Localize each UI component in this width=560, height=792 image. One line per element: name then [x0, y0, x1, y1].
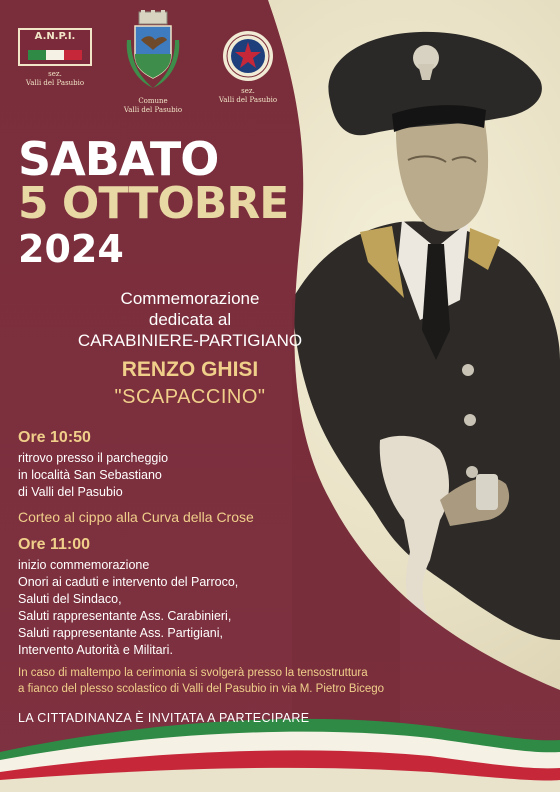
event-year: 2024: [18, 227, 124, 271]
bad-weather-note: [18, 665, 384, 697]
comune-caption-line-2: Valli del Pasubio: [123, 106, 183, 114]
note-line-1: In caso di maltempo la cerimonia si svolgerà presso la tensostruttura: [18, 667, 368, 679]
procession-note: Corteo al cippo alla Curva della Crose: [18, 509, 254, 525]
honoree-nickname: "SCAPACCINO": [114, 386, 266, 408]
schedule-2-line-3: Saluti del Sindaco,: [18, 592, 122, 606]
carabinieri-association-logo: [206, 28, 290, 105]
anpi-emblem: [18, 28, 92, 66]
schedule-1-line-1: ritrovo presso il parcheggio: [18, 451, 169, 465]
event-date: 5 OTTOBRE: [18, 178, 289, 229]
invitation-closing: LA CITTADINANZA È INVITATA A PARTECIPARE: [18, 711, 310, 725]
coat-of-arms-icon: [121, 10, 185, 94]
schedule-2-line-5: Saluti rappresentante Ass. Partigiani,: [18, 626, 223, 640]
anpi-emblem-text: A.N.P.I.: [34, 31, 76, 42]
comune-caption-line-1: Comune: [138, 97, 168, 105]
schedule-2-line-4: Saluti rappresentante Ass. Carabinieri,: [18, 609, 232, 623]
carabinieri-badge-icon: [220, 28, 276, 84]
carabinieri-caption-line-1: sez.: [241, 87, 255, 95]
anpi-caption-line-2: Valli del Pasubio: [25, 79, 85, 87]
commemoration-intro: [0, 288, 380, 351]
carabinieri-caption-line-2: Valli del Pasubio: [218, 96, 278, 104]
intro-line-2: dedicata al: [148, 310, 232, 329]
comune-logo: [108, 10, 198, 115]
note-line-2: a fianco del plesso scolastico di Valli del Pasubio in via M. Pietro Bicego: [18, 683, 385, 695]
intro-line-1: Commemorazione: [120, 289, 260, 308]
honoree-name: RENZO GHISI: [121, 358, 259, 381]
anpi-caption-line-1: sez.: [48, 70, 62, 78]
schedule-details-2: [18, 557, 238, 659]
schedule-2-line-1: inizio commemorazione: [18, 558, 150, 572]
schedule-2-line-6: Intervento Autorità e Militari.: [18, 643, 173, 657]
schedule-details-1: [18, 450, 168, 501]
schedule-1-line-3: di Valli del Pasubio: [18, 485, 123, 499]
intro-line-3: CARABINIERE-PARTIGIANO: [77, 331, 303, 350]
italian-flag-icon: [28, 50, 82, 60]
schedule-2-line-2: Onori ai caduti e intervento del Parroco,: [18, 575, 239, 589]
schedule-time-1: Ore 10:50: [18, 429, 91, 446]
anpi-logo: [18, 28, 92, 88]
event-day: SABATO: [18, 132, 219, 186]
schedule-time-2: Ore 11:00: [18, 536, 91, 553]
schedule-1-line-2: in località San Sebastiano: [18, 468, 162, 482]
